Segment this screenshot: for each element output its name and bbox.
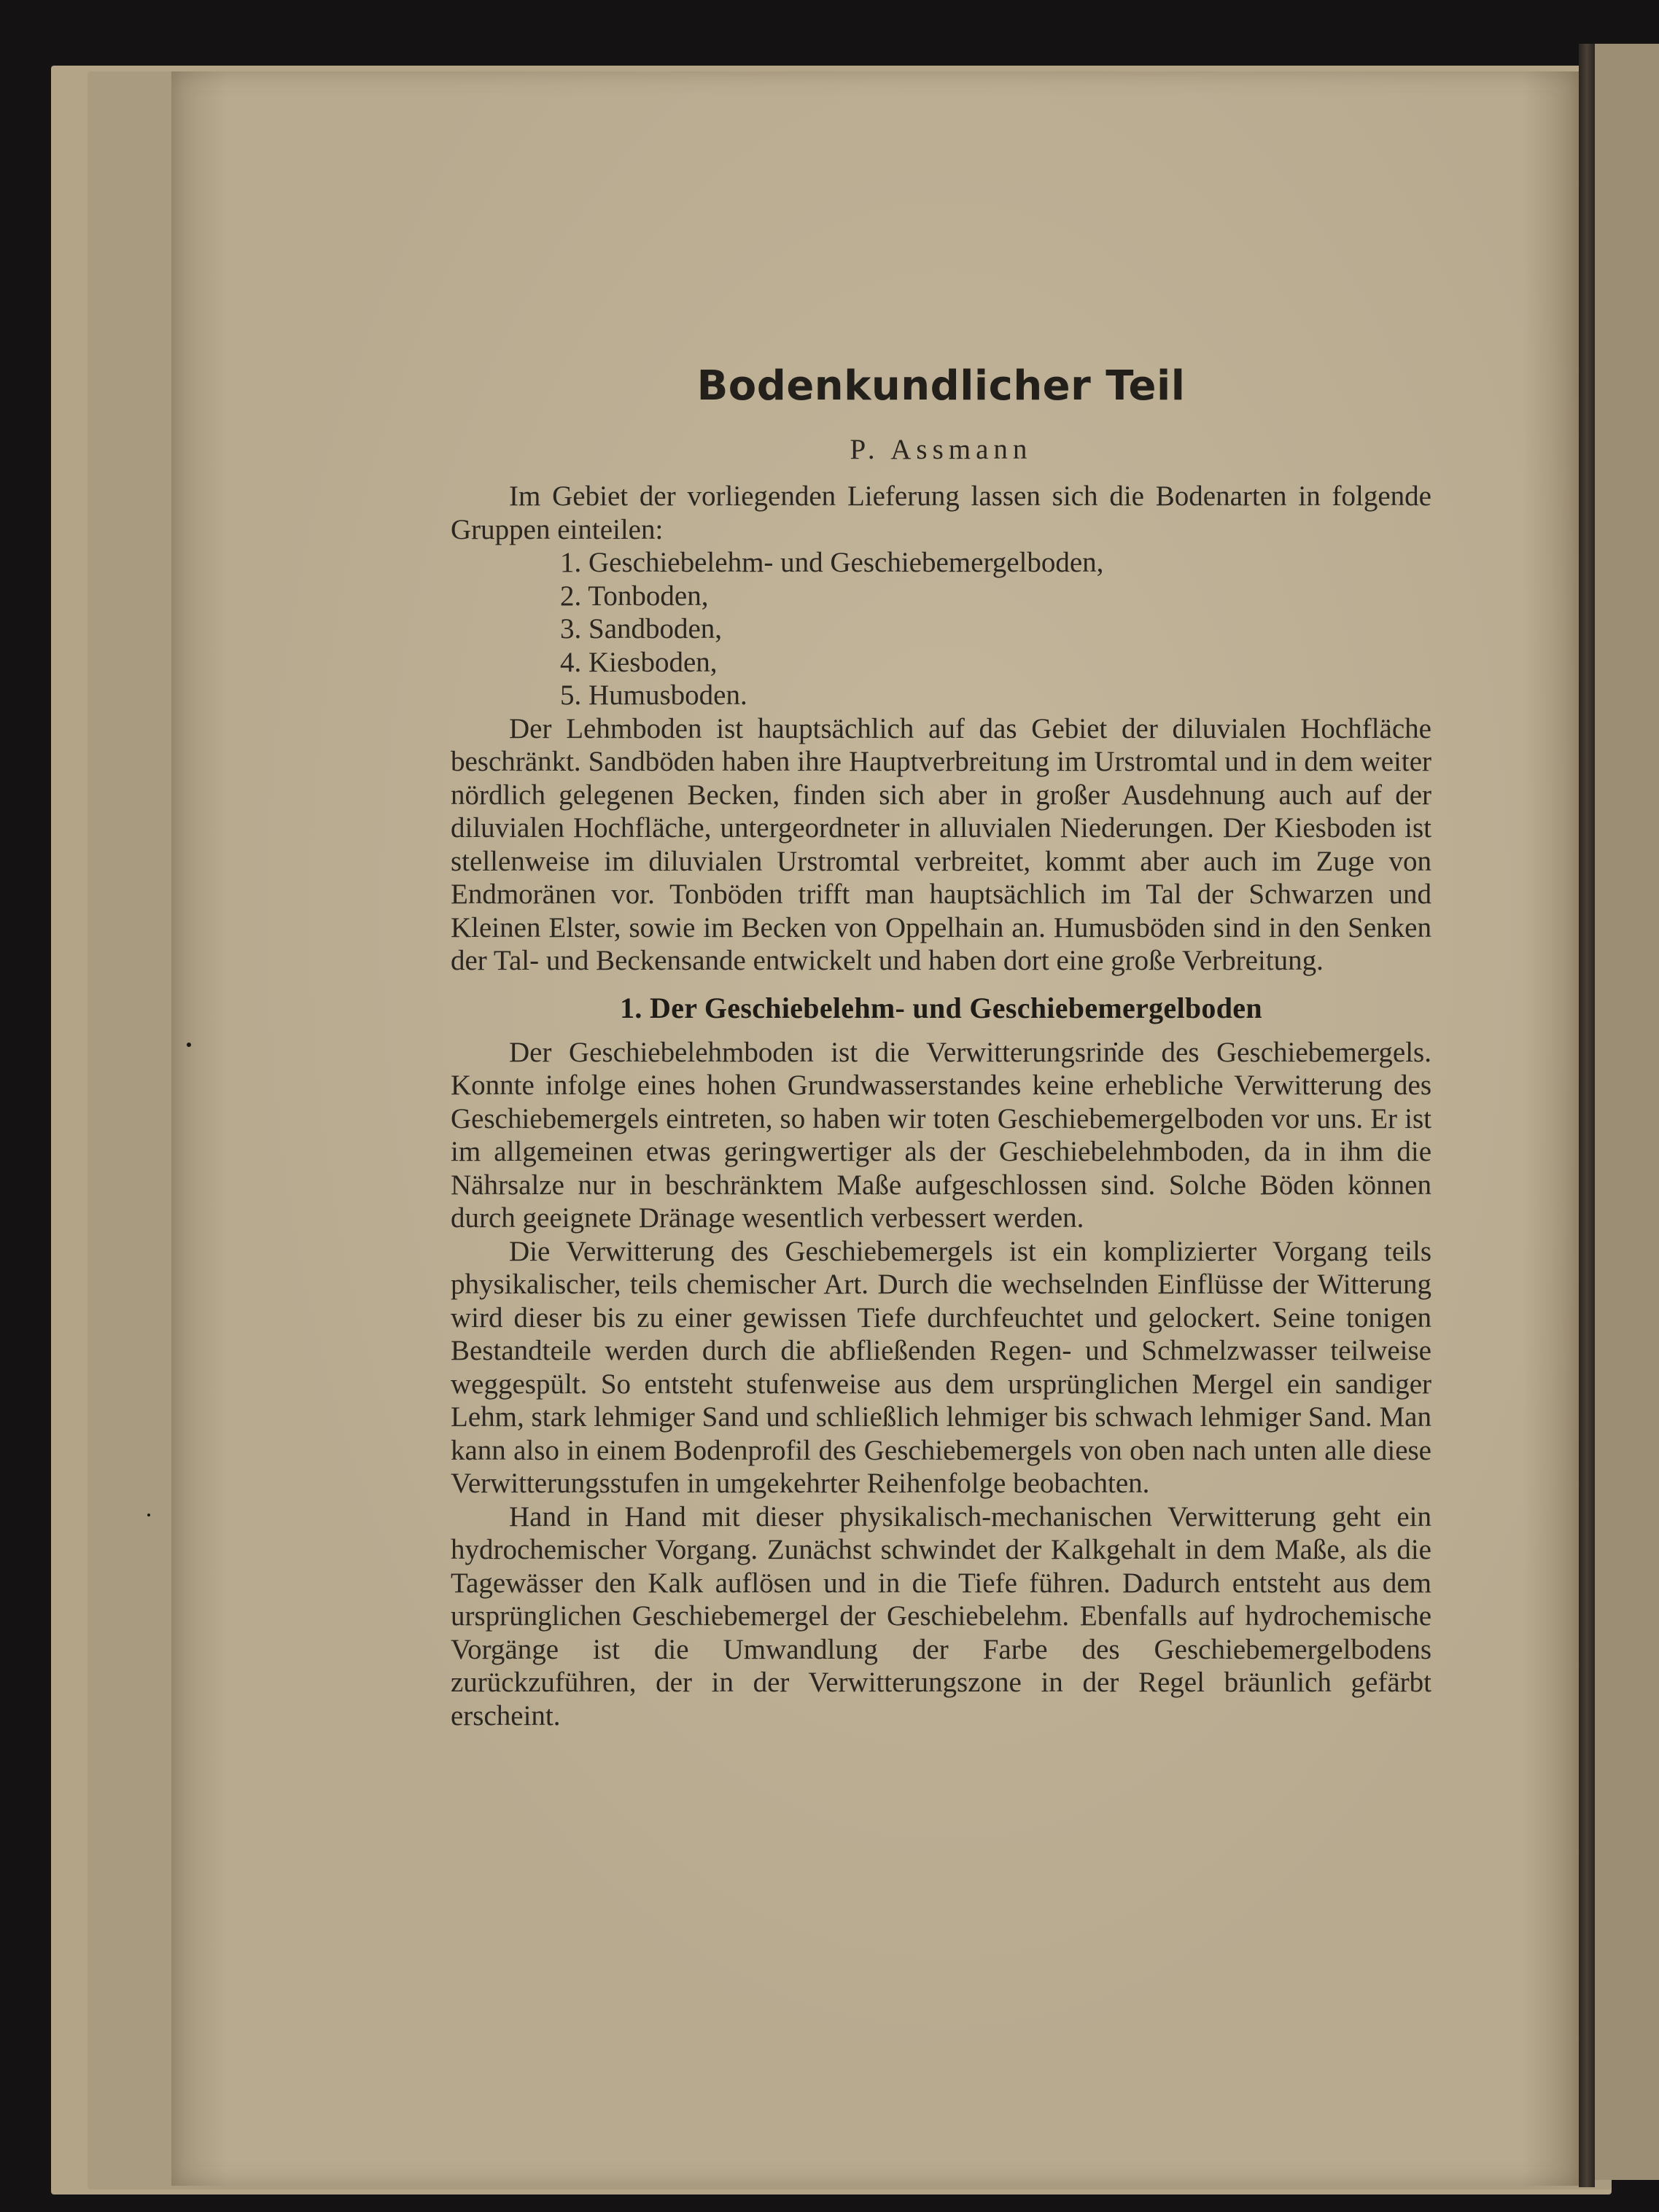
distribution-paragraph: Der Lehmboden ist hauptsächlich auf das Gebiet der diluvialen Hochfläche beschränkt. Sandböden haben ihre Hauptverbreitung im Urstromtal und in dem weiter nördlich gelegenen Becken, finden sich aber in großer Ausdehnung auch auf der diluvialen Hochfläche, untergeordneter in alluvialen Niederungen. Der Kiesboden ist stellenweise im diluvialen Urstromtal verbreitet, kommt aber auch im Zuge von Endmoränen vor. Tonböden trifft man hauptsächlich im Tal der Schwarzen und Kleinen Elster, sowie im Becken von Oppelhain an. Humusböden sind in den Senken der Tal- und Beckensande entwickelt und haben dort eine große Verbreitung. (451, 712, 1431, 976)
author-name: P. Assmann (850, 434, 1033, 465)
page-title: Bodenkundlicher Teil (696, 362, 1186, 410)
section-heading: 1. Der Geschiebelehm- und Geschiebemergelboden (620, 991, 1262, 1024)
paper-speck (187, 1043, 191, 1047)
facing-page-edge (1588, 44, 1659, 2180)
list-item: 5. Humusboden. (560, 679, 747, 711)
body-paragraph: Der Geschiebelehmboden ist die Verwitterungsrinde des Geschiebemergels. Konnte infolge eines hohen Grundwasserstandes keine erhebliche Verwitterung des Geschiebemergels eintreten, so haben wir toten Geschiebemergelboden vor uns. Er ist im allgemeinen etwas geringwertiger als der Geschiebelehmboden, da in ihm die Nährsalze nur in beschränktem Maße aufgeschlossen sind. Solche Böden können durch geeignete Dränage wesentlich verbessert werden. (451, 1036, 1431, 1234)
list-item: 2. Tonboden, (560, 580, 709, 612)
list-item: 1. Geschiebelehm- und Geschiebemergelboden, (560, 547, 1104, 578)
intro-paragraph: Im Gebiet der vorliegenden Lieferung lassen sich die Bodenarten in folgende Gruppen einteilen: (451, 480, 1431, 545)
body-paragraph: Hand in Hand mit dieser physikalisch-mechanischen Verwitterung geht ein hydrochemischer Vorgang. Zunächst schwindet der Kalkgehalt in dem Maße, als die Tagewässer den Kalk auflösen und in die Tiefe führen. Dadurch entsteht aus dem ursprünglichen Geschiebemergel der Geschiebelehm. Ebenfalls auf hydrochemische Vorgänge ist die Umwandlung der Farbe des Geschiebemergelbodens zurückzuführen, der in der Verwitterungszone in der Regel bräunlich gefärbt erscheint. (451, 1500, 1431, 1732)
list-item: 4. Kiesboden, (560, 646, 718, 678)
body-paragraph: Die Verwitterung des Geschiebemergels ist ein komplizierter Vorgang teils physikalischer, teils chemischer Art. Durch die wechselnden Einflüsse der Witterung wird dieser bis zu einer gewissen Tiefe durchfeuchtet und gelockert. Seine tonigen Bestandteile werden durch die abfließenden Regen- und Schmelzwasser teilweise weggespült. So entsteht stufenweise aus dem ursprünglichen Mergel ein sandiger Lehm, stark lehmiger Sand und schließlich lehmiger bis schwach lehmiger Sand. Man kann also in einem Bodenprofil des Geschiebemergels von oben nach unten alle diese Verwitterungsstufen in umgekehrter Reihenfolge beobachten. (451, 1235, 1431, 1499)
book-gutter-shadow (1579, 44, 1595, 2187)
soil-group-list (451, 546, 1431, 712)
paper-speck (147, 1514, 150, 1516)
page-text-block (451, 343, 1431, 1732)
list-item: 3. Sandboden, (560, 613, 723, 644)
